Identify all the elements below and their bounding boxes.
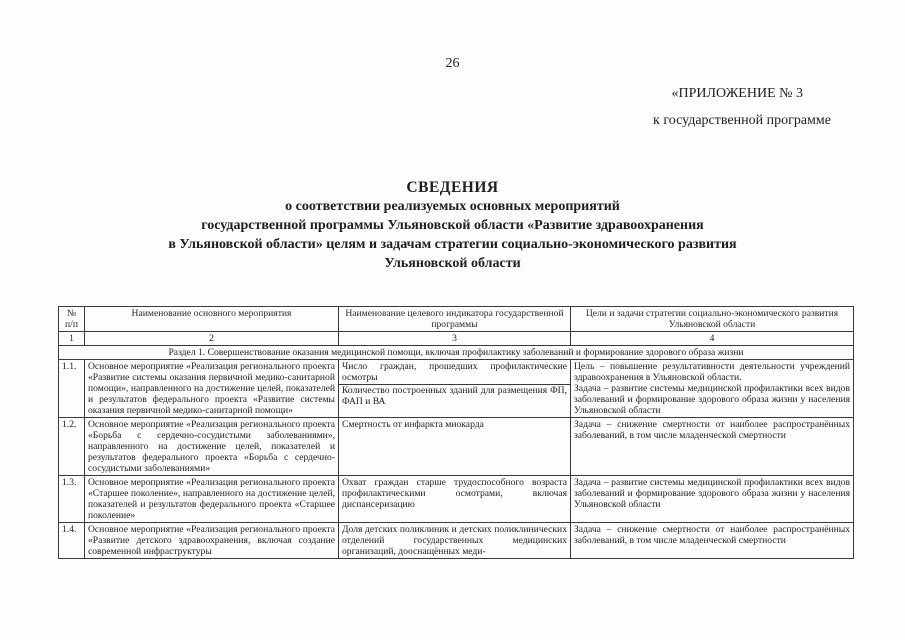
heading-line: Ульяновской области — [384, 256, 521, 271]
activity-cell: Основное мероприятие «Реализация регионального проекта «Борьба с сердечно-сосудистыми заболеваниями», направленного на достижение целей, показателей и результатов федерального проекта «Борьба с сердечно-сосудистыми заболеваниями» — [85, 418, 339, 476]
indicator-item: Количество построенных зданий для размещения ФП, ФАП и ВА — [339, 384, 570, 407]
goals-cell — [571, 523, 854, 559]
correspondence-table — [58, 306, 854, 559]
goal-item: Цель – повышение результативности деятельности учреждений здравоохранения в Ульяновской области. — [574, 361, 850, 383]
section-title: Раздел 1. Совершенствование оказания медицинской помощи, включая профилактику заболеваний и формирование здорового образа жизни — [59, 346, 854, 360]
activity-cell: Основное мероприятие «Реализация регионального проекта «Старшее поколение», направленного на достижение целей, показателей и результатов федерального проекта «Старшее поколение» — [85, 476, 339, 523]
header-cell-indicator: Наименование целевого индикатора государственной программы — [339, 307, 571, 332]
table-row — [59, 360, 854, 418]
header-cell-num: № п/п — [59, 307, 85, 332]
indicator-cell — [339, 418, 571, 476]
heading-line: в Ульяновской области» целям и задачам стратегии социально-экономического развития — [168, 237, 737, 252]
row-number: 1.3. — [59, 476, 85, 523]
indicator-item: Доля детских поликлиник и детских поликлинических отделений государственных медицинских организаций, дооснащённых меди- — [342, 524, 567, 557]
column-number: 2 — [85, 332, 339, 346]
heading-main: СВЕДЕНИЯ — [406, 179, 499, 196]
indicator-item: Число граждан, прошедших профилактические осмотры — [342, 361, 567, 383]
table-row — [59, 523, 854, 559]
goal-item: Задача – снижение смертности от наиболее распространённых заболеваний, в том числе младенческой смертности — [574, 524, 850, 546]
goal-item: Задача – развитие системы медицинской профилактики всех видов заболеваний и формирование здорового образа жизни у населения Ульяновской области — [574, 383, 850, 416]
appendix-subtitle: к государственной программе — [653, 113, 831, 128]
goal-item: Задача – развитие системы медицинской профилактики всех видов заболеваний и формирование здорового образа жизни у населения Ульяновской области — [574, 477, 850, 510]
page-number: 26 — [445, 56, 460, 71]
goals-cell — [571, 418, 854, 476]
goal-item: Задача – снижение смертности от наиболее распространённых заболеваний, в том числе младенческой смертности — [574, 419, 850, 441]
row-number: 1.1. — [59, 360, 85, 418]
column-number: 1 — [59, 332, 85, 346]
table-header-row — [59, 307, 854, 332]
row-number: 1.4. — [59, 523, 85, 559]
column-number: 4 — [571, 332, 854, 346]
indicator-item: Охват граждан старше трудоспособного возраста профилактическими осмотрами, включая диспансеризацию — [342, 477, 567, 510]
column-number-row — [59, 332, 854, 346]
goals-cell — [571, 476, 854, 523]
indicator-cell — [339, 476, 571, 523]
heading-line: о соответствии реализуемых основных мероприятий — [285, 199, 620, 214]
column-number: 3 — [339, 332, 571, 346]
indicator-cell — [339, 523, 571, 559]
activity-cell: Основное мероприятие «Реализация регионального проекта «Развитие системы оказания первичной медико-санитарной помощи», направленного на достижение целей, показателей и результатов федерального проекта «Развитие системы оказания первичной медико-санитарной помощи» — [85, 360, 339, 418]
header-cell-activity: Наименование основного мероприятия — [85, 307, 339, 332]
goals-cell — [571, 360, 854, 418]
heading-line: государственной программы Ульяновской области «Развитие здравоохранения — [201, 218, 704, 233]
activity-cell: Основное мероприятие «Реализация регионального проекта «Развитие детского здравоохранения, включая создание современной инфраструктуры — [85, 523, 339, 559]
indicator-cell — [339, 360, 571, 418]
indicator-item: Смертность от инфаркта миокарда — [342, 419, 484, 430]
table-row — [59, 418, 854, 476]
section-row — [59, 346, 854, 360]
table-row — [59, 476, 854, 523]
appendix-title: «ПРИЛОЖЕНИЕ № 3 — [671, 86, 803, 101]
row-number: 1.2. — [59, 418, 85, 476]
document-heading — [0, 178, 905, 273]
header-cell-goals: Цели и задачи стратегии социально-экономического развития Ульяновской области — [571, 307, 854, 332]
